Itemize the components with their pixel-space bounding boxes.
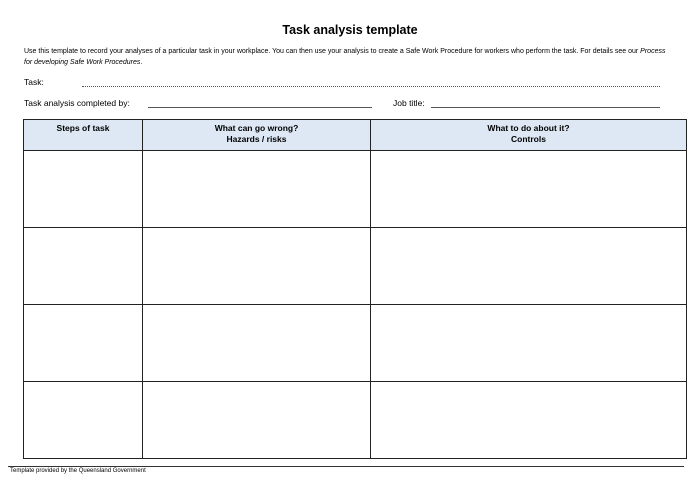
task-analysis-table [23, 119, 687, 459]
header-steps-line1: Steps of task [56, 123, 110, 133]
steps-cell[interactable] [24, 382, 143, 459]
intro-text: Use this template to record your analyses of a particular task in your workplace. You can then use your analysis to create a Safe Work Procedure for workers who perform the task. For details see our [24, 48, 641, 55]
footer-text: Template provided by the Queensland Government [10, 468, 146, 474]
table-row [24, 151, 687, 228]
table-row [24, 305, 687, 382]
page-title: Task analysis template [282, 23, 418, 37]
controls-cell[interactable] [371, 151, 687, 228]
table-header-row [24, 120, 687, 151]
job-title-field[interactable] [431, 107, 660, 108]
intro-end: . [140, 58, 143, 66]
hazards-cell[interactable] [143, 151, 371, 228]
header-steps [24, 120, 143, 151]
intro-link-text: Process for developing Safe Work Procedures [24, 48, 666, 66]
intro-paragraph [24, 47, 674, 68]
header-hazards-line1: What can go wrong? [214, 123, 299, 133]
task-label: Task: [24, 77, 44, 87]
header-controls-line2: Controls [511, 134, 546, 144]
controls-cell[interactable] [371, 382, 687, 459]
hazards-cell[interactable] [143, 228, 371, 305]
steps-cell[interactable] [24, 151, 143, 228]
job-title-label: Job title: [393, 98, 425, 108]
steps-cell[interactable] [24, 305, 143, 382]
hazards-cell[interactable] [143, 382, 371, 459]
header-controls [371, 120, 687, 151]
task-field[interactable] [82, 86, 660, 87]
controls-cell[interactable] [371, 305, 687, 382]
controls-cell[interactable] [371, 228, 687, 305]
completed-by-field[interactable] [148, 107, 372, 108]
footer-divider [8, 466, 684, 467]
header-hazards [143, 120, 371, 151]
completed-by-label: Task analysis completed by: [24, 98, 130, 108]
table-row [24, 228, 687, 305]
table-row [24, 382, 687, 459]
header-hazards-line2: Hazards / risks [226, 134, 287, 144]
steps-cell[interactable] [24, 228, 143, 305]
hazards-cell[interactable] [143, 305, 371, 382]
header-controls-line1: What to do about it? [487, 123, 570, 133]
